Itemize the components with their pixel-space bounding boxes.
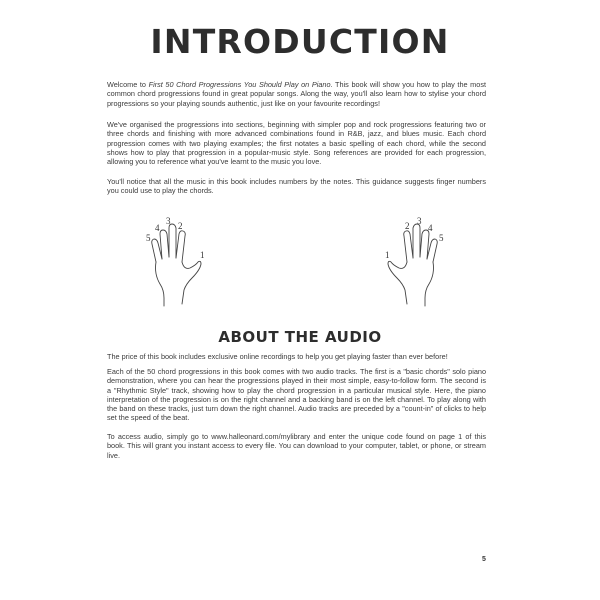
book-title: First 50 Chord Progressions You Should Play on Piano: [148, 80, 331, 89]
right-finger-1: 1: [385, 250, 390, 260]
right-finger-4: 4: [428, 223, 433, 233]
right-hand-illustration: [365, 212, 455, 312]
intro-paragraph-3: You'll notice that all the music in this book includes numbers by the notes. This guidance suggests finger numbers you could use to play the chords.: [107, 177, 486, 196]
left-finger-3: 3: [166, 216, 171, 226]
finger-number-diagram: [100, 212, 500, 312]
left-finger-4: 4: [155, 223, 160, 233]
left-hand-illustration: [134, 212, 224, 312]
audio-paragraph-1: The price of this book includes exclusive online recordings to help you get playing faster than ever before!: [107, 352, 448, 361]
intro-p1-before: Welcome to: [107, 80, 149, 89]
intro-p1-after: . This book will show you how to play the most common chord progressions found in great popular songs. Along the way, you'll also learn how to stylise your chord progressions so your playing sounds authentic, just like on your favourite recordings!: [107, 80, 486, 108]
audio-paragraph-3: To access audio, simply go to www.halleonard.com/mylibrary and enter the unique code found on page 1 of this book. This will grant you instant access to every file. You can download to your computer, tablet, or phone, or stream live.: [107, 432, 486, 460]
right-finger-3: 3: [417, 216, 422, 226]
intro-paragraph-2: We've organised the progressions into sections, beginning with simpler pop and rock progressions featuring two or three chords and finishing with more advanced combinations found in R&B, jazz, and blues music. Each chord progression comes with two playing examples; the first notates a basic spelling of each chord, while the second shows how to play that progression in a popular-music style. Song references are provided for each progression, allowing you to reference what you've learnt to the music you love.: [107, 120, 486, 167]
page-title: INTRODUCTION: [150, 22, 450, 61]
page-number: 5: [482, 556, 486, 563]
audio-paragraph-2: Each of the 50 chord progressions in this book comes with two audio tracks. The first is a "basic chords" solo piano demonstration, where you can hear the progressions played in their most simple, easy-to-follow form. The second is a "Rhythmic Style" track, showing how to play the chord progression in a particular musical style. Here, the piano interpretation of the progression is on the right channel and a backing band is on the left channel. To play along with the band on these tracks, just turn down the right channel. Audio tracks are preceded by a "count-in" of clicks to help set the speed of the beat.: [107, 367, 486, 423]
right-finger-5: 5: [439, 233, 444, 243]
intro-paragraph-1: [107, 80, 486, 108]
audio-section-heading: ABOUT THE AUDIO: [218, 328, 382, 346]
left-finger-5: 5: [146, 233, 151, 243]
left-finger-1: 1: [200, 250, 205, 260]
left-finger-2: 2: [178, 221, 183, 231]
right-finger-2: 2: [405, 221, 410, 231]
